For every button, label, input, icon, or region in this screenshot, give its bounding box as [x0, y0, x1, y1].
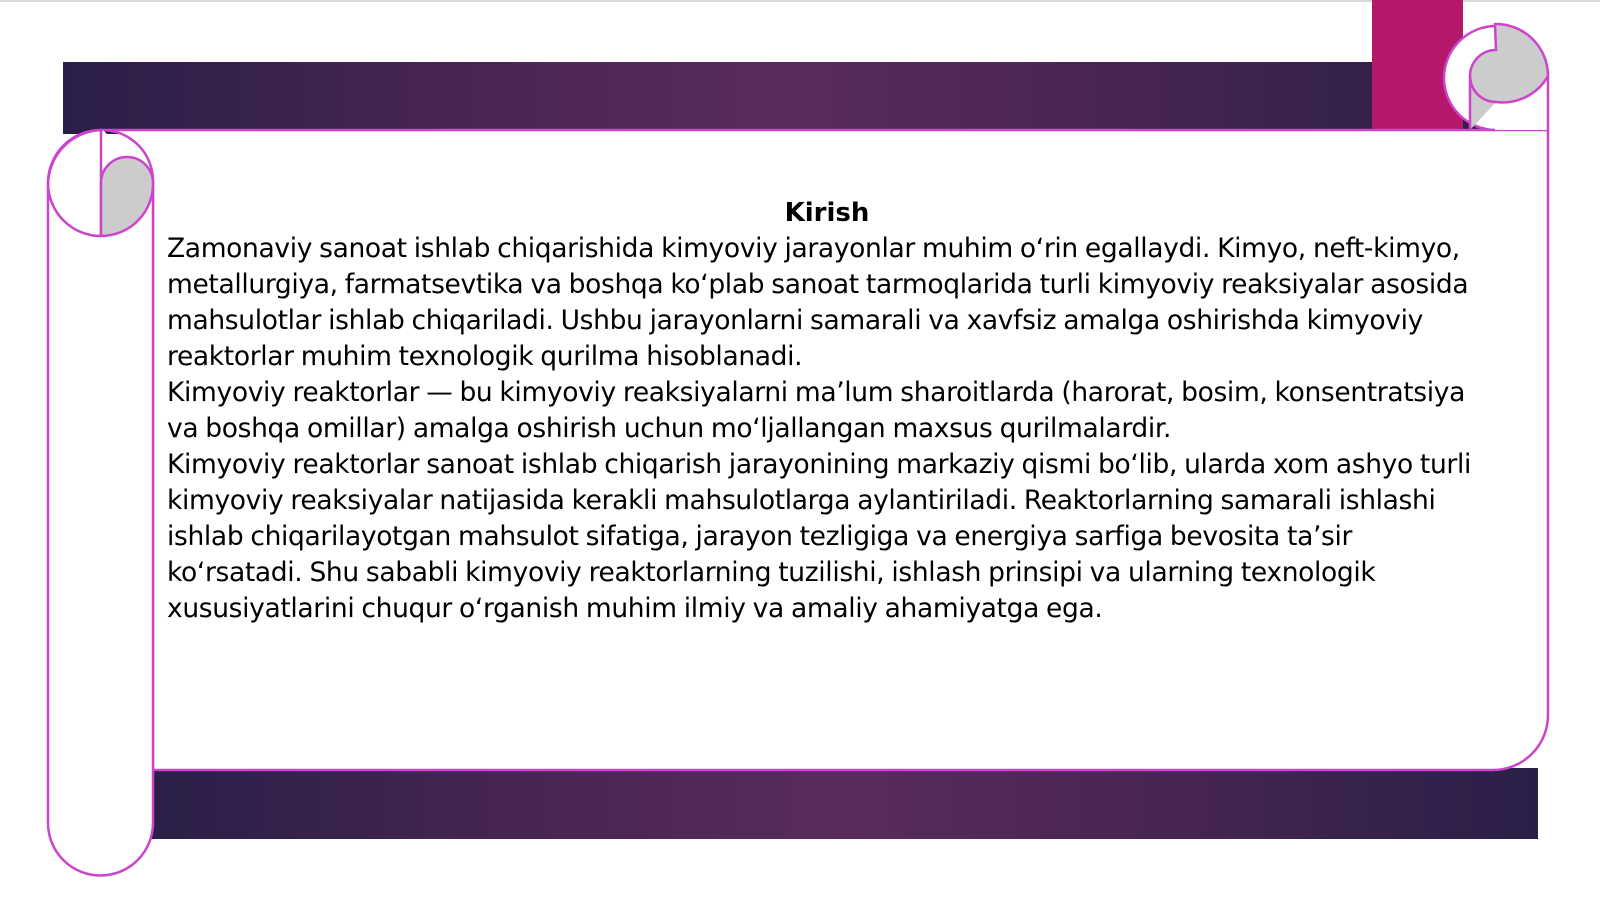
paragraph-2: Kimyoviy reaktorlar — bu kimyoviy reaksiyalarni maʼlum sharoitlarda (harorat, bosim, konsentratsiya va boshqa omillar) amalga oshirish uchun moʻljallangan maxsus qurilmalardir. — [167, 377, 1465, 444]
text-content — [167, 195, 1487, 627]
scroll-left-roll — [48, 130, 153, 876]
paragraph-3: Kimyoviy reaktorlar sanoat ishlab chiqarish jarayonining markaziy qismi boʻlib, ularda xom ashyo turli kimyoviy reaksiyalar natijasida kerakli mahsulotlarga aylantiriladi. Reaktorlarning samarali ishlashi ishlab chiqarilayotgan mahsulot sifatiga, jarayon tezligiga va energiya sarfiga bevosita taʼsir koʻrsatadi. Shu sababli kimyoviy reaktorlarning tuzilishi, ishlash prinsipi va ularning texnologik xususiyatlarini chuqur oʻrganish muhim ilmiy va amaliy ahamiyatga ega. — [167, 449, 1471, 624]
paragraph-1: Zamonaviy sanoat ishlab chiqarishida kimyoviy jarayonlar muhim oʻrin egallaydi. Kimyo, neft-kimyo, metallurgiya, farmatsevtika va boshqa koʻplab sanoat tarmoqlarida turli kimyoviy reaksiyalar asosida mahsulotlar ishlab chiqariladi. Ushbu jarayonlarni samarali va xavfsiz amalga oshirishda kimyoviy reaktorlar muhim texnologik qurilma hisoblanadi. — [167, 233, 1469, 372]
slide-title: Kirish — [784, 198, 870, 228]
